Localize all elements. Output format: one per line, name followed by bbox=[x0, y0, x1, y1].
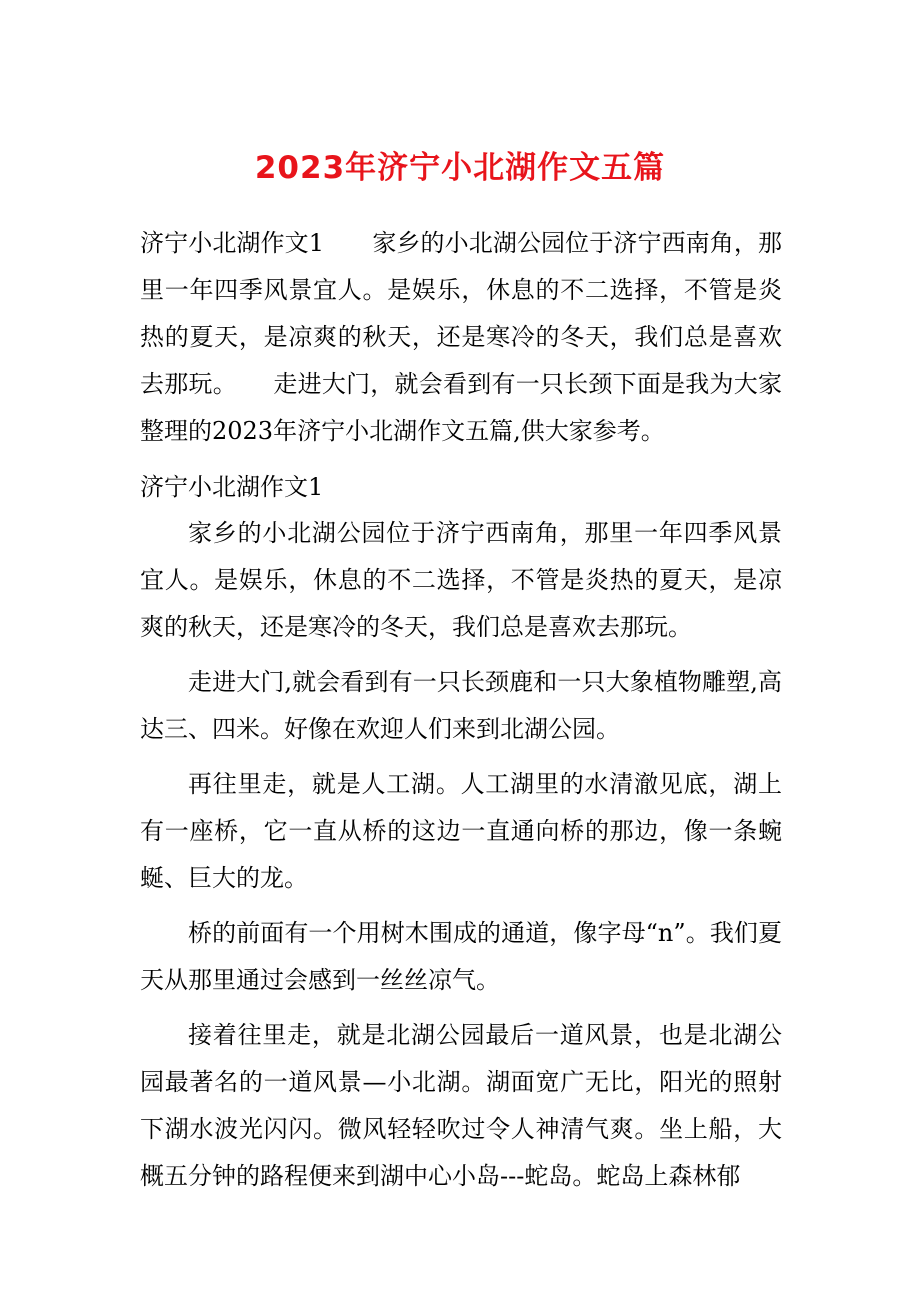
paragraph-3: 再往里走，就是人工湖。人工湖里的水清澈见底，湖上有一座桥，它一直从桥的这边一直通向桥的那边，像一条蜿蜒、巨大的龙。 bbox=[140, 770, 782, 892]
intro-paragraph: 济宁小北湖作文1 家乡的小北湖公园位于济宁西南角，那里一年四季风景宜人。是娱乐，休息的不二选择，不管是炎热的夏天，是凉爽的秋天，还是寒冷的冬天，我们总是喜欢去那玩。 走进大门，就会看到有一只长颈下面是我为大家整理的2023年济宁小北湖作文五篇,供大家参考。 bbox=[140, 229, 782, 445]
paragraph-2: 走进大门,就会看到有一只长颈鹿和一只大象植物雕塑,高达三、四米。好像在欢迎人们来到北湖公园。 bbox=[140, 668, 782, 743]
paragraph-1: 家乡的小北湖公园位于济宁西南角，那里一年四季风景宜人。是娱乐，休息的不二选择，不管是炎热的夏天，是凉爽的秋天，还是寒冷的冬天，我们总是喜欢去那玩。 bbox=[140, 519, 782, 641]
paragraph-5: 接着往里走，就是北湖公园最后一道风景，也是北湖公园最著名的一道风景—小北湖。湖面宽广无比，阳光的照射下湖水波光闪闪。微风轻轻吹过令人神清气爽。坐上船，大概五分钟的路程便来到湖中心小岛---蛇岛。蛇岛上森林郁 bbox=[140, 1021, 782, 1190]
essay-body bbox=[140, 510, 782, 1208]
document-title: 2023年济宁小北湖作文五篇 bbox=[254, 150, 666, 186]
section-heading: 济宁小北湖作文1 bbox=[140, 473, 324, 501]
paragraph-4: 桥的前面有一个用树木围成的通道，像字母“n”。我们夏天从那里通过会感到一丝丝凉气。 bbox=[140, 919, 782, 994]
